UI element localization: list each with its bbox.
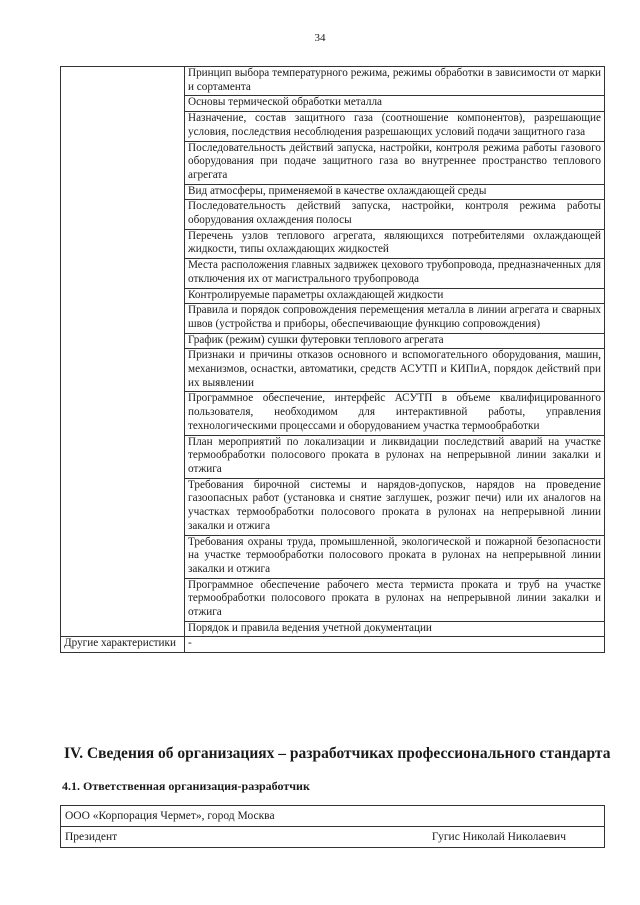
knowledge-item: Программное обеспечение, интерфейс АСУТП в объеме квалифицированного пользователя, необходимом для интерактивной работы, управления технологическими процессами и оборудованием участка термообработки <box>185 392 605 435</box>
knowledge-item: Места расположения главных задвижек цехового трубопровода, предназначенных для отключения их от магистрального трубопровода <box>185 259 605 288</box>
knowledge-item: Принцип выбора температурного режима, режимы обработки в зависимости от марки и сортамента <box>185 67 605 96</box>
head-person: Гугис Николай Николаевич <box>431 831 566 843</box>
knowledge-item: Последовательность действий запуска, настройки, контроля режима работы оборудования охлаждения полосы <box>185 200 605 229</box>
knowledge-item: График (режим) сушки футеровки теплового агрегата <box>185 333 605 349</box>
organization-head-row <box>61 827 605 848</box>
knowledge-item: Порядок и правила ведения учетной документации <box>185 621 605 637</box>
section-heading: IV. Сведения об организациях – разработчиках профессионального стандарта <box>64 745 611 762</box>
knowledge-item: Перечень узлов теплового агрегата, являющихся потребителями охлаждающей жидкости, типы охлаждающих жидкостей <box>185 229 605 258</box>
left-column-cell <box>61 67 185 637</box>
knowledge-item: Последовательность действий запуска, настройки, контроля режима работы газового оборудования при подаче защитного газа во внутреннее пространство теплового агрегата <box>185 141 605 184</box>
knowledge-item: Требования охраны труда, промышленной, экологической и пожарной безопасности на участке термообработки полосового проката в рулонах на непрерывной линии закалки и отжига <box>185 535 605 578</box>
knowledge-item: План мероприятий по локализации и ликвидации последствий аварий на участке термообработки полосового проката в рулонах на непрерывной линии закалки и отжига <box>185 435 605 478</box>
knowledge-item: Вид атмосферы, применяемой в качестве охлаждающей среды <box>185 184 605 200</box>
knowledge-item: Требования бирочной системы и нарядов-допусков, нарядов на проведение газоопасных работ (установка и снятие заглушек, розжиг печи) или их аналогов на участках термообработки полосового проката в рулонах на непрерывной линии закалки и отжига <box>185 478 605 535</box>
knowledge-item: Основы термической обработки металла <box>185 96 605 112</box>
knowledge-table <box>60 66 605 653</box>
organization-table <box>60 805 605 848</box>
organization-name-row <box>61 806 605 827</box>
page-number: 34 <box>314 32 326 44</box>
knowledge-item: Назначение, состав защитного газа (соотношение компонентов), разрешающие условия, последствия несоблюдения разрешающих условий подачи защитного газа <box>185 112 605 141</box>
head-role: Президент <box>65 831 118 843</box>
knowledge-item: Правила и порядок сопровождения перемещения металла в линии агрегата и сварных швов (устройства и приборы, обеспечивающие функцию сопровождения) <box>185 304 605 333</box>
knowledge-item: Программное обеспечение рабочего места термиста проката и труб на участке термообработки полосового проката в рулонах на непрерывной линии закалки и отжига <box>185 578 605 621</box>
knowledge-table-body <box>61 67 605 653</box>
knowledge-item: Признаки и причины отказов основного и вспомогательного оборудования, машин, механизмов, оснастки, автоматики, средств АСУТП и КИПиА, порядок действий при их выявлении <box>185 349 605 392</box>
table-row <box>61 67 605 96</box>
other-characteristics-label: Другие характеристики <box>61 637 185 653</box>
other-characteristics-row <box>61 637 605 653</box>
knowledge-item: Контролируемые параметры охлаждающей жидкости <box>185 288 605 304</box>
other-characteristics-value: - <box>185 637 605 653</box>
organization-head-cell <box>61 827 605 848</box>
organization-head <box>65 831 600 843</box>
subsection-heading: 4.1. Ответственная организация-разработчик <box>62 779 310 793</box>
organization-name: ООО «Корпорация Чермет», город Москва <box>61 806 605 827</box>
